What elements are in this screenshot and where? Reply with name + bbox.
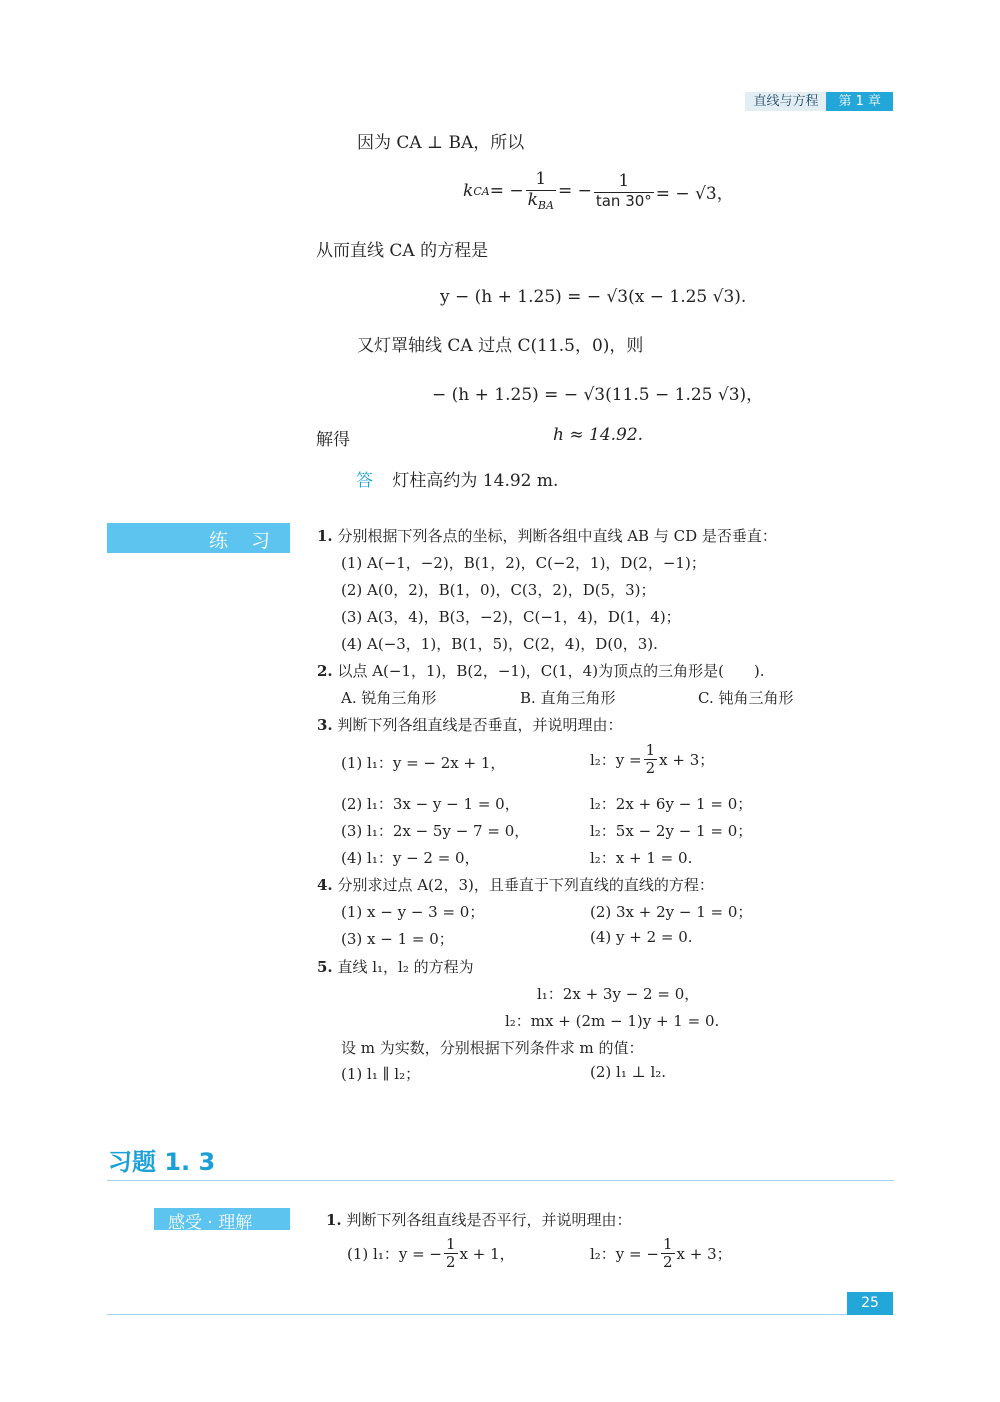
frac2-den: tan 30° [595,191,652,210]
ex-a-pre: (1) l₁：y = − [347,1245,442,1264]
q1-item-1: (1) A(−1，−2)，B(1，2)，C(−2，1)，D(2，−1)； [341,554,706,572]
fraction-1-over-tan30 [594,172,654,210]
practice-label: 练 习 [208,530,272,552]
q5-equation-1: l₁：2x + 3y − 2 = 0， [537,985,700,1003]
q1-number: 1. [317,527,333,545]
q3-row4-left: (4) l₁：y − 2 = 0， [341,849,480,867]
q3-row1-left: (1) l₁：y = − 2x + 1， [341,754,506,772]
ex-a-num: 1 [445,1235,456,1253]
q3-row4-right: l₂：x + 1 = 0. [590,849,693,867]
practice-q4 [317,874,714,895]
ex-b-post: x + 3； [676,1245,732,1264]
ex-a-den: 2 [445,1253,456,1272]
q4-item-4: (4) y + 2 = 0. [590,928,693,946]
frac1-den-sub: BA [537,198,554,212]
q3-row2-left: (2) l₁：3x − y − 1 = 0， [341,795,520,813]
exercise-q1 [326,1209,631,1230]
frac1-den: k [527,189,538,210]
q2-option-b: B. 直角三角形 [520,689,616,707]
kca-k: k [463,181,474,202]
q5-line: 设 m 为实数，分别根据下列条件求 m 的值： [341,1039,644,1057]
q5-text: 直线 l₁，l₂ 的方程为 [337,958,474,976]
q3-text: 判断下列各组直线是否垂直，并说明理由： [337,716,623,734]
q4-item-2: (2) 3x + 2y − 1 = 0； [590,903,753,921]
exercise-section-title: 习题 1. 3 [108,1148,216,1176]
q1-item-2: (2) A(0，2)，B(1，0)，C(3，2)，D(5，3)； [341,581,656,599]
ex-b-den: 2 [662,1253,673,1272]
frac2-num: 1 [618,171,630,192]
practice-q5 [317,956,474,977]
footer-rule [107,1314,894,1315]
ex-b-pre: l₂：y = − [590,1245,659,1264]
q3-frac-num: 1 [645,741,656,759]
answer-text: 灯柱高约为 14.92 m. [392,471,559,491]
running-header [745,92,893,111]
q1-item-3: (3) A(3，4)，B(3，−2)，C(−1，4)，D(1，4)； [341,608,681,626]
practice-q3 [317,714,622,735]
ex-b-num: 1 [662,1235,673,1253]
q2-number: 2. [317,662,333,680]
q2-option-c: C. 钝角三角形 [698,689,794,707]
q3-fraction [644,742,658,778]
q4-item-3: (3) x − 1 = 0； [341,930,454,948]
q4-item-1: (1) x − y − 3 = 0； [341,903,485,921]
page-number: 25 [847,1292,893,1315]
ex-q1-text: 判断下列各组直线是否平行，并说明理由： [346,1211,632,1229]
slope-equation: k CA = − $\frac{1}{k_{BA}}$ = − $\frac{1}{\tan 30^\circ}$ = − √3， [463,169,734,212]
practice-q1 [317,525,777,546]
solve-result: h ≈ 14.92. [553,425,644,445]
eq-part1: = − [489,181,524,202]
exercise-label-bar [154,1208,290,1233]
substituted-equation: − (h + 1.25) = − √3(11.5 − 1.25 √3)， [432,385,764,405]
header-chapter: 第 1 章 [826,92,893,111]
solution-line-3: 又灯罩轴线 CA 过点 C(11.5，0)，则 [357,336,644,356]
answer-tag: 答 [356,471,373,491]
q4-text: 分别求过点 A(2，3)，且垂直于下列直线的直线的方程： [337,876,714,894]
ex-q1-item-2 [590,1236,732,1272]
q3-r1b-pre: l₂：y = [590,751,642,770]
q5-item-1: (1) l₁ ∥ l₂； [341,1065,421,1083]
q1-item-4: (4) A(−3，1)，B(1，5)，C(2，4)，D(0，3). [341,635,658,653]
q5-item-2: (2) l₁ ⊥ l₂. [590,1063,667,1081]
q5-equation-2: l₂：mx + (2m − 1)y + 1 = 0. [505,1012,720,1030]
q1-text: 分别根据下列各点的坐标，判断各组中直线 AB 与 CD 是否垂直： [337,527,777,545]
q3-row3-right: l₂：5x − 2y − 1 = 0； [590,822,753,840]
ex-q1-number: 1. [326,1211,342,1229]
q4-number: 4. [317,876,333,894]
kca-sub: CA [473,184,490,198]
solve-label: 解得 [316,430,350,450]
ex-a-fraction [444,1236,458,1272]
practice-label-bar [107,523,290,553]
ex-q1-item-1 [347,1236,515,1272]
exercise-label: 感受 · 理解 [168,1213,253,1233]
q3-row3-left: (3) l₁：2x − 5y − 7 = 0， [341,822,530,840]
q2-text: 以点 A(−1，1)，B(2，−1)，C(1，4)为顶点的三角形是( ). [337,662,765,680]
q3-r1b-post: x + 3； [659,751,715,770]
line-ca-equation: y − (h + 1.25) = − √3(x − 1.25 √3). [440,287,747,307]
solution-line-2: 从而直线 CA 的方程是 [316,241,489,261]
q3-number: 3. [317,716,333,734]
ex-a-post: x + 1， [459,1245,515,1264]
q5-number: 5. [317,958,333,976]
ex-b-fraction [661,1236,675,1272]
practice-q2 [317,660,765,681]
eq-tail: = − √3， [655,183,734,204]
fraction-1-over-kba [526,170,556,212]
answer-line [356,466,558,491]
q3-row2-right: l₂：2x + 6y − 1 = 0； [590,795,753,813]
section-rule [107,1180,894,1181]
q3-row1-right [590,742,714,778]
solution-line-1: 因为 CA ⊥ BA，所以 [357,133,525,153]
q3-frac-den: 2 [645,759,656,778]
frac1-num: 1 [535,169,547,189]
header-topic: 直线与方程 [745,92,826,111]
q2-option-a: A. 锐角三角形 [341,689,437,707]
